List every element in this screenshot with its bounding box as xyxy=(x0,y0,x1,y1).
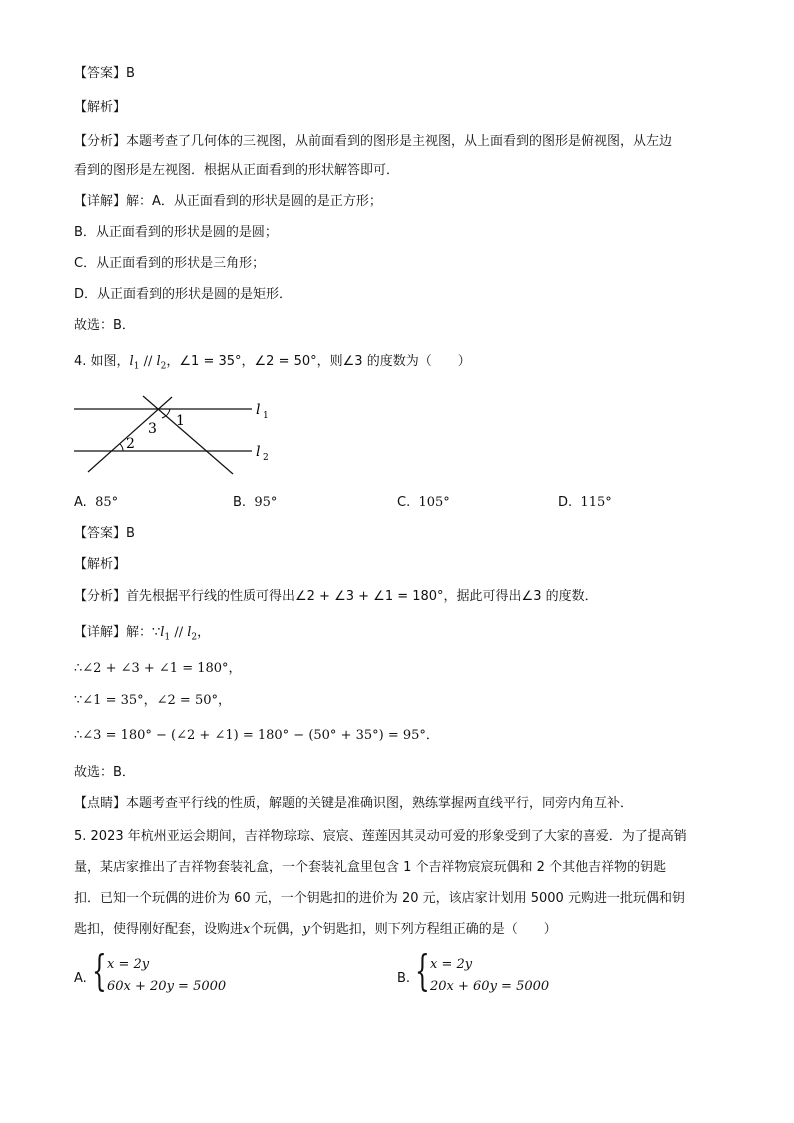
q3-fenxi-line1: 【分析】本题考查了几何体的三视图，从前面看到的图形是主视图，从上面看到的图形是俯视图，从左边 xyxy=(74,134,673,149)
q5-option-b-system xyxy=(430,954,549,998)
figure-label-l1-sub: 1 xyxy=(263,411,269,421)
q5-line4-part1: 匙扣，使得刚好配套，设购进 xyxy=(74,922,244,937)
q3-detail-a: 【详解】解：A．从正面看到的形状是圆的是正方形； xyxy=(74,194,382,209)
option-letter: D. xyxy=(558,495,573,510)
q4-stem-parallel: // xyxy=(139,354,157,369)
q4-step2: ∵∠1 = 35°，∠2 = 50°， xyxy=(74,693,231,708)
option-value: 85° xyxy=(95,495,119,510)
q5-option-a-letter: A. xyxy=(74,971,87,986)
q5-var-x: x xyxy=(243,922,251,937)
q4-stem-l1-sub: 1 xyxy=(133,361,140,372)
angle-arc-2 xyxy=(120,444,123,451)
q4-option-c xyxy=(397,494,450,512)
q4-stem-l1: l xyxy=(129,354,134,369)
q4-detail-l2: l xyxy=(187,625,192,640)
q4-fenxi: 【分析】首先根据平行线的性质可得出∠2 + ∠3 + ∠1 = 180°，据此可得出∠3 的度数． xyxy=(74,589,598,604)
q5-option-a-system xyxy=(107,954,226,998)
q5-option-b-brace: { xyxy=(415,946,430,995)
q3-detail-d: D．从正面看到的形状是圆的是矩形． xyxy=(74,287,293,302)
figure-angle-3: 3 xyxy=(148,421,157,437)
q5-option-b-eq2: 20x + 60y = 5000 xyxy=(430,979,550,994)
q4-figure xyxy=(68,392,288,478)
q4-stem-l2: l xyxy=(156,354,161,369)
q5-line3: 扣．已知一个玩偶的进价为 60 元，一个钥匙扣的进价为 20 元，该店家计划用 5000 元购进一批玩偶和钥 xyxy=(74,891,685,906)
option-value: 95° xyxy=(254,495,278,510)
q5-option-b-eq1: x = 2y xyxy=(430,957,473,972)
q5-line4-part2: 个玩偶， xyxy=(250,922,303,937)
q4-option-d xyxy=(558,494,612,512)
q5-option-b-letter: B. xyxy=(397,971,411,986)
q4-detail-suffix: ， xyxy=(197,625,211,640)
q5-line4-part3: 个钥匙扣，则下列方程组正确的是（ ） xyxy=(309,922,557,937)
q5-option-a-eq2: 60x + 20y = 5000 xyxy=(107,979,227,994)
q5-line2: 量，某店家推出了吉祥物套装礼盒，一个套装礼盒里包含 1 个吉祥物宸宸玩偶和 2 个其他吉祥物的钥匙 xyxy=(74,860,667,875)
q5-option-a-brace: { xyxy=(92,946,107,995)
option-letter: A. xyxy=(74,495,87,510)
figure-label-l1: l xyxy=(256,402,261,418)
q4-answer: 【答案】B xyxy=(74,526,135,541)
q3-detail-b: B．从正面看到的形状是圆的是圆； xyxy=(74,225,278,240)
figure-angle-2: 2 xyxy=(126,436,135,452)
q3-analysis-label: 【解析】 xyxy=(74,100,127,115)
q4-stem xyxy=(74,353,471,376)
q3-answer: 【答案】B xyxy=(74,66,135,81)
q4-detail-prefix: 【详解】解：∵ xyxy=(74,625,161,640)
figure-angle-1: 1 xyxy=(176,413,185,429)
option-value: 115° xyxy=(580,495,612,510)
q4-step3: ∴∠3 = 180° − (∠2 + ∠1) = 180° − (50° + 35°) = 95°． xyxy=(74,728,439,743)
q4-stem-l2-sub: 2 xyxy=(160,361,167,372)
q4-analysis-label: 【解析】 xyxy=(74,557,127,572)
option-letter: C. xyxy=(397,495,411,510)
q4-stem-prefix: 4. 如图， xyxy=(74,354,130,369)
option-value: 105° xyxy=(418,495,450,510)
q4-step1: ∴∠2 + ∠3 + ∠1 = 180°， xyxy=(74,661,242,676)
q4-option-b xyxy=(233,494,277,512)
q4-detail-parallel: // xyxy=(170,625,188,640)
q4-detail-l1: l xyxy=(160,625,165,640)
q4-choose: 故选：B． xyxy=(74,765,135,780)
q4-dianjing: 【点睛】本题考查平行线的性质，解题的关键是准确识图，熟练掌握两直线平行，同旁内角互补． xyxy=(74,796,634,811)
q5-option-a-eq1: x = 2y xyxy=(107,957,150,972)
q3-fenxi-line2: 看到的图形是左视图．根据从正面看到的形状解答即可． xyxy=(74,163,400,178)
q3-choose: 故选：B． xyxy=(74,318,135,333)
figure-label-l2-sub: 2 xyxy=(263,453,269,463)
q3-detail-c: C．从正面看到的形状是三角形； xyxy=(74,256,266,271)
q4-detail xyxy=(74,624,210,647)
q5-var-y: y xyxy=(302,922,310,937)
option-letter: B. xyxy=(233,495,247,510)
q4-stem-suffix: ，∠1 = 35°，∠2 = 50°，则∠3 的度数为（ ） xyxy=(166,354,471,369)
q4-option-a xyxy=(74,494,118,512)
q5-line1: 5. 2023 年杭州亚运会期间，吉祥物琮琮、宸宸、莲莲因其灵动可爱的形象受到了大家的喜爱．为了提高销 xyxy=(74,829,687,844)
q4-detail-l2-sub: 2 xyxy=(191,632,198,643)
q5-line4 xyxy=(74,921,557,939)
transversal-left xyxy=(88,397,172,472)
q4-detail-l1-sub: 1 xyxy=(164,632,171,643)
figure-label-l2: l xyxy=(256,444,261,460)
